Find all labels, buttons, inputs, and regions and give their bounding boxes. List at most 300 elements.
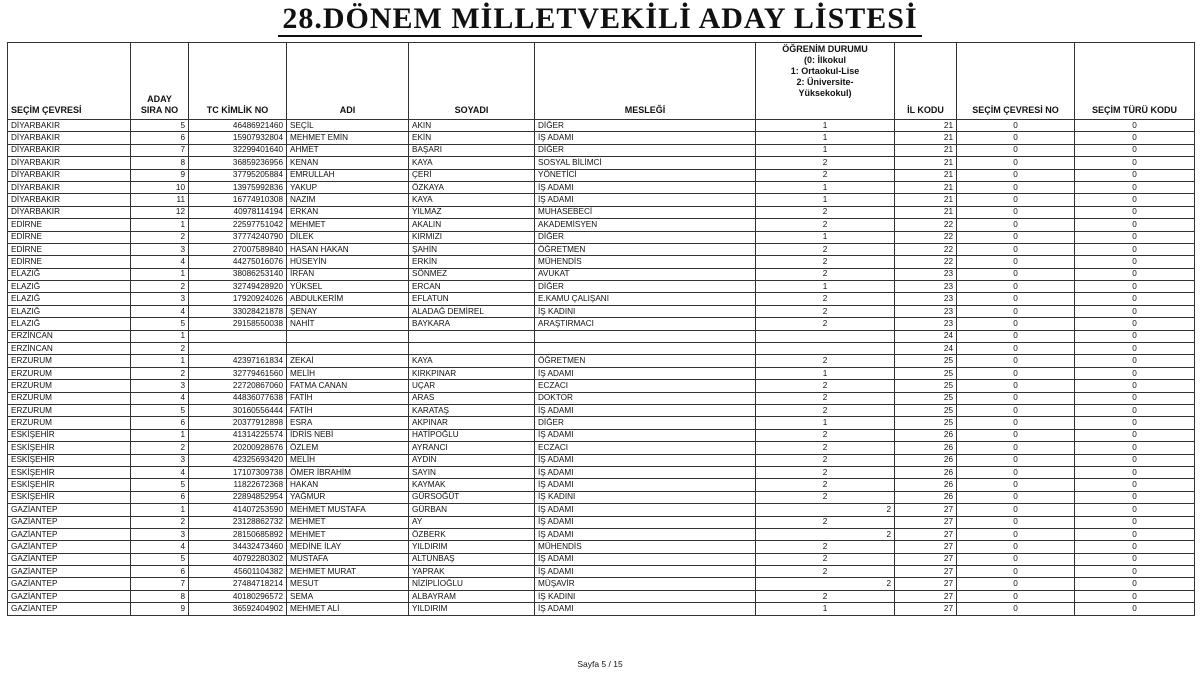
cell-adi: MEHMET [287,219,409,231]
cell-tc-kimlik-no: 36592404902 [189,603,287,615]
cell-ogrenim-durumu: 2 [756,355,895,367]
cell-secim-cevresi: ERZURUM [8,367,131,379]
cell-il-kodu: 21 [895,120,957,132]
cell-soyadi: BAŞARI [409,144,535,156]
cell-secim-cevresi-no: 0 [957,194,1075,206]
cell-secim-cevresi: ESKİŞEHİR [8,454,131,466]
cell-aday-sira-no: 2 [131,516,189,528]
cell-meslegi: DİĞER [535,144,756,156]
cell-secim-cevresi-no: 0 [957,305,1075,317]
cell-aday-sira-no: 8 [131,157,189,169]
cell-adi: AHMET [287,144,409,156]
cell-secim-cevresi: ESKİŞEHİR [8,491,131,503]
cell-tc-kimlik-no: 23128862732 [189,516,287,528]
table-row [8,281,1195,293]
cell-il-kodu: 21 [895,169,957,181]
cell-secim-cevresi-no: 0 [957,380,1075,392]
cell-aday-sira-no: 1 [131,330,189,342]
cell-ogrenim-durumu: 2 [756,268,895,280]
cell-adi: İDRİS NEBİ [287,429,409,441]
cell-adi: FATİH [287,392,409,404]
table-row [8,243,1195,255]
cell-meslegi: İŞ ADAMI [535,181,756,193]
cell-il-kodu: 27 [895,590,957,602]
cell-secim-turu-kodu: 0 [1075,404,1195,416]
table-row [8,367,1195,379]
cell-meslegi: ÖĞRETMEN [535,355,756,367]
cell-adi: ERKAN [287,206,409,218]
cell-tc-kimlik-no: 17107309738 [189,466,287,478]
cell-adi: MEDİNE İLAY [287,541,409,553]
cell-adi: HAKAN [287,479,409,491]
cell-il-kodu: 23 [895,318,957,330]
cell-secim-cevresi-no: 0 [957,417,1075,429]
cell-secim-turu-kodu: 0 [1075,491,1195,503]
cell-soyadi: AKALIN [409,219,535,231]
cell-tc-kimlik-no: 38086253140 [189,268,287,280]
cell-il-kodu: 22 [895,243,957,255]
table-row [8,504,1195,516]
cell-meslegi: İŞ KADINI [535,590,756,602]
cell-secim-turu-kodu: 0 [1075,181,1195,193]
table-row [8,120,1195,132]
cell-il-kodu: 24 [895,343,957,355]
cell-secim-cevresi: EDİRNE [8,219,131,231]
cell-aday-sira-no: 2 [131,231,189,243]
header-aday-sira-no-line2: SIRA NO [140,105,179,115]
cell-aday-sira-no: 6 [131,417,189,429]
cell-tc-kimlik-no: 42325693420 [189,454,287,466]
cell-tc-kimlik-no [189,330,287,342]
cell-tc-kimlik-no: 41407253590 [189,504,287,516]
table-row [8,144,1195,156]
cell-secim-turu-kodu: 0 [1075,541,1195,553]
cell-tc-kimlik-no: 37795205884 [189,169,287,181]
cell-tc-kimlik-no: 40180296572 [189,590,287,602]
cell-adi: ESRA [287,417,409,429]
cell-adi: ÖZLEM [287,442,409,454]
table-row [8,157,1195,169]
cell-soyadi: KARATAŞ [409,404,535,416]
cell-ogrenim-durumu: 2 [756,157,895,169]
header-meslegi: MESLEĞİ [535,43,756,120]
cell-secim-turu-kodu: 0 [1075,528,1195,540]
candidate-table [7,42,1195,616]
cell-secim-cevresi: ELAZIĞ [8,318,131,330]
header-ogrenim-line5: Yüksekokul) [798,88,852,98]
cell-adi: FATİH [287,404,409,416]
table-row [8,404,1195,416]
table-row [8,491,1195,503]
cell-aday-sira-no: 3 [131,528,189,540]
cell-aday-sira-no: 6 [131,566,189,578]
cell-soyadi: ERKİN [409,256,535,268]
cell-secim-cevresi: ESKİŞEHİR [8,429,131,441]
cell-adi: MUSTAFA [287,553,409,565]
cell-soyadi: BAYKARA [409,318,535,330]
cell-adi: MEHMET MUSTAFA [287,504,409,516]
cell-soyadi: ÇERİ [409,169,535,181]
cell-ogrenim-durumu: 1 [756,603,895,615]
cell-il-kodu: 22 [895,219,957,231]
cell-meslegi: MÜŞAVİR [535,578,756,590]
cell-secim-cevresi: ERZİNCAN [8,330,131,342]
cell-ogrenim-durumu: 2 [756,553,895,565]
cell-il-kodu: 27 [895,541,957,553]
header-il-kodu: İL KODU [895,43,957,120]
cell-secim-cevresi: DİYARBAKIR [8,181,131,193]
cell-secim-cevresi-no: 0 [957,157,1075,169]
cell-aday-sira-no: 7 [131,144,189,156]
cell-il-kodu: 21 [895,157,957,169]
cell-tc-kimlik-no: 41314225574 [189,429,287,441]
cell-adi: DİLEK [287,231,409,243]
cell-adi: MEHMET [287,528,409,540]
cell-meslegi: DİĞER [535,120,756,132]
cell-secim-cevresi-no: 0 [957,206,1075,218]
table-row [8,466,1195,478]
cell-aday-sira-no: 5 [131,120,189,132]
cell-meslegi: İŞ ADAMI [535,603,756,615]
cell-tc-kimlik-no: 36859236956 [189,157,287,169]
header-aday-sira-no [131,43,189,120]
cell-secim-cevresi: GAZİANTEP [8,553,131,565]
cell-secim-cevresi-no: 0 [957,231,1075,243]
cell-secim-turu-kodu: 0 [1075,479,1195,491]
cell-adi: SEMA [287,590,409,602]
cell-tc-kimlik-no: 27484718214 [189,578,287,590]
cell-meslegi: ECZACI [535,380,756,392]
cell-secim-cevresi: GAZİANTEP [8,528,131,540]
cell-secim-turu-kodu: 0 [1075,380,1195,392]
cell-tc-kimlik-no: 40978114194 [189,206,287,218]
cell-secim-turu-kodu: 0 [1075,219,1195,231]
cell-secim-cevresi-no: 0 [957,355,1075,367]
cell-soyadi: ALTUNBAŞ [409,553,535,565]
cell-tc-kimlik-no: 32749428920 [189,281,287,293]
table-row [8,132,1195,144]
cell-il-kodu: 25 [895,417,957,429]
cell-soyadi: EFLATUN [409,293,535,305]
table-row [8,528,1195,540]
cell-secim-turu-kodu: 0 [1075,566,1195,578]
cell-meslegi: DİĞER [535,281,756,293]
cell-secim-turu-kodu: 0 [1075,305,1195,317]
cell-adi: YAKUP [287,181,409,193]
cell-secim-cevresi: ELAZIĞ [8,281,131,293]
cell-adi: İRFAN [287,268,409,280]
cell-secim-cevresi: GAZİANTEP [8,566,131,578]
cell-adi: NAHİT [287,318,409,330]
cell-meslegi: MÜHENDİS [535,256,756,268]
cell-secim-turu-kodu: 0 [1075,516,1195,528]
table-row [8,355,1195,367]
cell-meslegi: DİĞER [535,231,756,243]
cell-aday-sira-no: 1 [131,429,189,441]
cell-aday-sira-no: 11 [131,194,189,206]
cell-meslegi: İŞ ADAMI [535,132,756,144]
cell-aday-sira-no: 4 [131,305,189,317]
cell-secim-turu-kodu: 0 [1075,454,1195,466]
cell-secim-cevresi-no: 0 [957,367,1075,379]
cell-aday-sira-no: 10 [131,181,189,193]
table-row [8,442,1195,454]
cell-aday-sira-no: 1 [131,504,189,516]
cell-tc-kimlik-no: 37774240790 [189,231,287,243]
page-number: Sayfa 5 / 15 [577,659,623,669]
cell-secim-cevresi-no: 0 [957,293,1075,305]
cell-aday-sira-no: 1 [131,355,189,367]
cell-secim-turu-kodu: 0 [1075,355,1195,367]
cell-secim-turu-kodu: 0 [1075,367,1195,379]
cell-ogrenim-durumu: 2 [756,293,895,305]
cell-ogrenim-durumu: 2 [756,380,895,392]
cell-secim-cevresi-no: 0 [957,330,1075,342]
table-row [8,541,1195,553]
cell-tc-kimlik-no: 33028421878 [189,305,287,317]
cell-secim-cevresi-no: 0 [957,404,1075,416]
cell-il-kodu: 27 [895,566,957,578]
cell-il-kodu: 21 [895,132,957,144]
cell-secim-cevresi: EDİRNE [8,231,131,243]
cell-secim-cevresi-no: 0 [957,566,1075,578]
cell-ogrenim-durumu: 2 [756,528,895,540]
cell-il-kodu: 23 [895,305,957,317]
cell-secim-cevresi: GAZİANTEP [8,516,131,528]
cell-meslegi: DİĞER [535,417,756,429]
cell-meslegi: İŞ ADAMI [535,516,756,528]
cell-ogrenim-durumu: 1 [756,231,895,243]
cell-adi [287,343,409,355]
cell-secim-cevresi-no: 0 [957,343,1075,355]
table-row [8,219,1195,231]
cell-soyadi: ŞAHİN [409,243,535,255]
cell-il-kodu: 23 [895,268,957,280]
cell-secim-cevresi-no: 0 [957,578,1075,590]
cell-secim-cevresi: DİYARBAKIR [8,194,131,206]
cell-secim-cevresi-no: 0 [957,541,1075,553]
cell-secim-cevresi-no: 0 [957,132,1075,144]
cell-adi: ŞENAY [287,305,409,317]
cell-il-kodu: 27 [895,603,957,615]
cell-secim-turu-kodu: 0 [1075,256,1195,268]
cell-meslegi: DOKTOR [535,392,756,404]
cell-ogrenim-durumu: 1 [756,120,895,132]
cell-adi: MEHMET ALİ [287,603,409,615]
cell-secim-cevresi-no: 0 [957,516,1075,528]
cell-meslegi: İŞ KADINI [535,491,756,503]
page-title-text: 28.DÖNEM MİLLETVEKİLİ ADAY LİSTESİ [278,2,921,37]
cell-il-kodu: 24 [895,330,957,342]
cell-secim-cevresi: DİYARBAKIR [8,132,131,144]
table-row [8,392,1195,404]
cell-aday-sira-no: 5 [131,479,189,491]
cell-meslegi: AKADEMİSYEN [535,219,756,231]
cell-adi: MEHMET [287,516,409,528]
cell-meslegi [535,330,756,342]
cell-secim-cevresi: GAZİANTEP [8,504,131,516]
cell-tc-kimlik-no: 22894852954 [189,491,287,503]
cell-secim-cevresi: ESKİŞEHİR [8,466,131,478]
cell-il-kodu: 27 [895,504,957,516]
cell-meslegi: İŞ ADAMI [535,404,756,416]
cell-soyadi: KAYA [409,157,535,169]
cell-adi: NAZIM [287,194,409,206]
table-row [8,516,1195,528]
cell-tc-kimlik-no: 28150685892 [189,528,287,540]
cell-secim-cevresi: ELAZIĞ [8,268,131,280]
cell-ogrenim-durumu: 2 [756,541,895,553]
cell-meslegi: İŞ ADAMI [535,429,756,441]
table-row [8,578,1195,590]
table-row [8,194,1195,206]
cell-secim-cevresi: GAZİANTEP [8,603,131,615]
cell-soyadi: KIRMIZI [409,231,535,243]
header-ogrenim-durumu [756,43,895,120]
cell-ogrenim-durumu: 2 [756,578,895,590]
cell-aday-sira-no: 6 [131,132,189,144]
cell-ogrenim-durumu: 2 [756,442,895,454]
cell-aday-sira-no: 2 [131,343,189,355]
page-title [0,2,1200,36]
cell-secim-turu-kodu: 0 [1075,281,1195,293]
cell-adi: ABDULKERİM [287,293,409,305]
cell-il-kodu: 23 [895,293,957,305]
cell-tc-kimlik-no: 32779461560 [189,367,287,379]
table-row [8,181,1195,193]
cell-secim-cevresi-no: 0 [957,603,1075,615]
table-row [8,169,1195,181]
cell-secim-turu-kodu: 0 [1075,429,1195,441]
cell-meslegi: İŞ ADAMI [535,566,756,578]
cell-meslegi: E.KAMU ÇALIŞANI [535,293,756,305]
cell-meslegi: İŞ ADAMI [535,194,756,206]
cell-soyadi: AKPINAR [409,417,535,429]
cell-soyadi: YILDIRIM [409,603,535,615]
cell-aday-sira-no: 7 [131,578,189,590]
cell-il-kodu: 25 [895,404,957,416]
cell-secim-turu-kodu: 0 [1075,392,1195,404]
cell-secim-turu-kodu: 0 [1075,578,1195,590]
cell-secim-cevresi: ERZURUM [8,355,131,367]
cell-soyadi: ÖZKAYA [409,181,535,193]
cell-soyadi: ARAS [409,392,535,404]
cell-il-kodu: 27 [895,578,957,590]
cell-aday-sira-no: 2 [131,367,189,379]
table-row [8,206,1195,218]
cell-aday-sira-no: 1 [131,219,189,231]
cell-il-kodu: 21 [895,144,957,156]
cell-aday-sira-no: 8 [131,590,189,602]
cell-secim-turu-kodu: 0 [1075,330,1195,342]
cell-ogrenim-durumu: 2 [756,516,895,528]
cell-il-kodu: 23 [895,281,957,293]
cell-secim-cevresi: EDİRNE [8,256,131,268]
cell-secim-turu-kodu: 0 [1075,442,1195,454]
table-row [8,231,1195,243]
cell-tc-kimlik-no: 29158550038 [189,318,287,330]
cell-meslegi: İŞ ADAMI [535,528,756,540]
cell-il-kodu: 26 [895,466,957,478]
table-row [8,590,1195,602]
cell-adi: MELİH [287,454,409,466]
cell-soyadi: KAYA [409,194,535,206]
cell-tc-kimlik-no: 42397161834 [189,355,287,367]
cell-secim-cevresi-no: 0 [957,144,1075,156]
cell-ogrenim-durumu: 2 [756,466,895,478]
cell-meslegi: İŞ KADINI [535,305,756,317]
cell-secim-turu-kodu: 0 [1075,169,1195,181]
cell-aday-sira-no: 4 [131,466,189,478]
cell-il-kodu: 25 [895,380,957,392]
cell-tc-kimlik-no: 44836077638 [189,392,287,404]
cell-il-kodu: 21 [895,181,957,193]
cell-secim-cevresi: ERZURUM [8,417,131,429]
cell-soyadi: HATİPOĞLU [409,429,535,441]
header-tc-kimlik-no: TC KİMLİK NO [189,43,287,120]
cell-adi [287,330,409,342]
cell-adi: YAĞMUR [287,491,409,503]
cell-aday-sira-no: 5 [131,404,189,416]
cell-secim-turu-kodu: 0 [1075,243,1195,255]
cell-adi: MEHMET EMİN [287,132,409,144]
table-header [8,43,1195,120]
cell-meslegi: MUHASEBECİ [535,206,756,218]
cell-secim-cevresi-no: 0 [957,181,1075,193]
cell-soyadi: EKİN [409,132,535,144]
cell-secim-cevresi: DİYARBAKIR [8,169,131,181]
cell-ogrenim-durumu: 1 [756,144,895,156]
header-secim-cevresi-no: SEÇİM ÇEVRESİ NO [957,43,1075,120]
table-row [8,429,1195,441]
cell-ogrenim-durumu [756,330,895,342]
cell-meslegi: İŞ ADAMI [535,504,756,516]
table-row [8,318,1195,330]
cell-ogrenim-durumu: 2 [756,454,895,466]
cell-soyadi: SÖNMEZ [409,268,535,280]
header-aday-sira-no-line1: ADAY [147,94,172,104]
cell-il-kodu: 22 [895,256,957,268]
cell-meslegi: ECZACI [535,442,756,454]
cell-il-kodu: 25 [895,367,957,379]
cell-soyadi: AYRANCI [409,442,535,454]
cell-meslegi: İŞ ADAMI [535,367,756,379]
cell-tc-kimlik-no: 22597751042 [189,219,287,231]
cell-adi: SEÇİL [287,120,409,132]
cell-ogrenim-durumu [756,343,895,355]
cell-ogrenim-durumu: 1 [756,281,895,293]
cell-adi: HÜSEYİN [287,256,409,268]
table-row [8,330,1195,342]
cell-il-kodu: 27 [895,516,957,528]
cell-aday-sira-no: 4 [131,541,189,553]
cell-secim-turu-kodu: 0 [1075,553,1195,565]
cell-secim-turu-kodu: 0 [1075,268,1195,280]
cell-ogrenim-durumu: 1 [756,132,895,144]
table-row [8,293,1195,305]
cell-soyadi: ERCAN [409,281,535,293]
cell-il-kodu: 26 [895,429,957,441]
cell-ogrenim-durumu: 2 [756,504,895,516]
cell-meslegi: İŞ ADAMI [535,454,756,466]
header-secim-turu-kodu: SEÇİM TÜRÜ KODU [1075,43,1195,120]
cell-il-kodu: 27 [895,553,957,565]
cell-adi: MEHMET MURAT [287,566,409,578]
cell-ogrenim-durumu: 1 [756,417,895,429]
cell-ogrenim-durumu: 1 [756,181,895,193]
cell-tc-kimlik-no: 15907932804 [189,132,287,144]
cell-adi: FATMA CANAN [287,380,409,392]
